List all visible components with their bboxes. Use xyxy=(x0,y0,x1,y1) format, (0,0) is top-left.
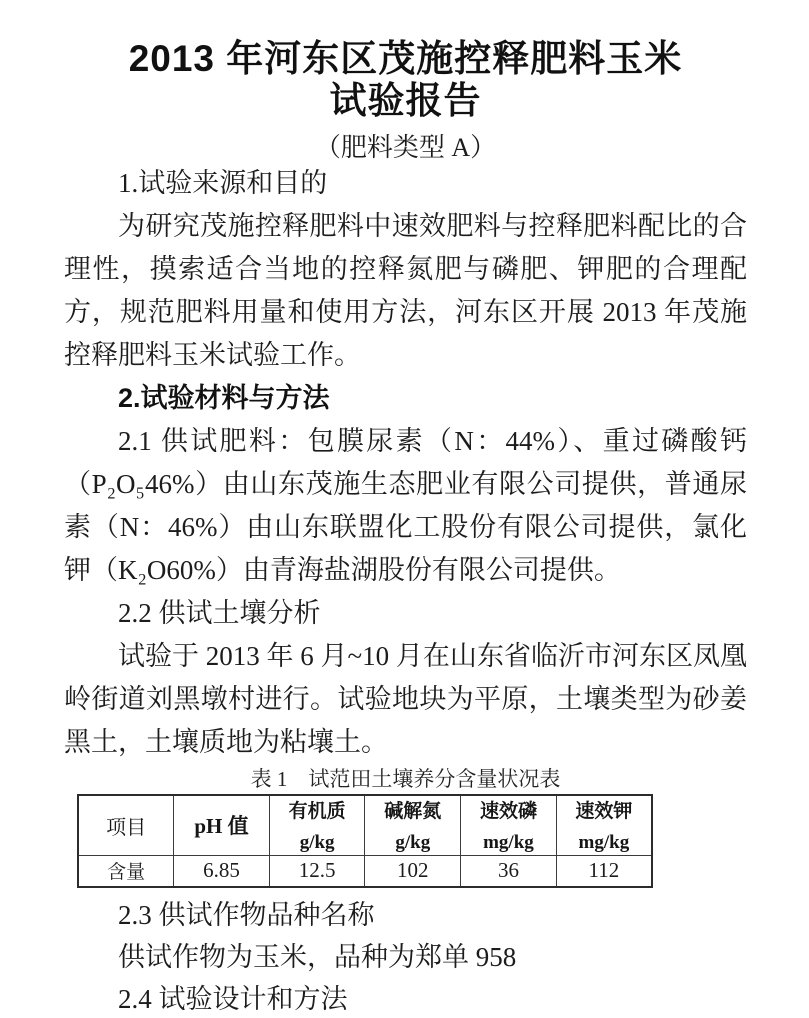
header-unit: mg/kg xyxy=(578,832,630,854)
header-label: 有机质 xyxy=(288,801,346,823)
header-unit: g/kg xyxy=(395,832,431,854)
doc-subtitle: （肥料类型 A） xyxy=(314,133,497,162)
header-label: 项目 xyxy=(106,816,147,839)
section-2-4-heading: 2.4 试验设计和方法 xyxy=(118,984,348,1014)
cell-available-phosphorus-value: 36 xyxy=(461,855,557,887)
header-cell-ph xyxy=(174,795,270,855)
header-unit: g/kg xyxy=(299,832,335,854)
header-label: 碱解氮 xyxy=(384,801,442,823)
cell-row-label: 含量 xyxy=(78,855,174,887)
header-cell-organic-matter xyxy=(269,795,365,855)
table-caption: 表 1 试范田土壤养分含量状况表 xyxy=(250,767,561,791)
table-data-row xyxy=(78,855,652,887)
section-2-3-paragraph: 供试作物为玉米，品种为郑单 958 xyxy=(118,942,517,972)
header-cell-available-potassium xyxy=(556,795,652,855)
section-1-paragraph: 为研究茂施控释肥料中速效肥料与控释肥料配比的合理性，摸索适合当地的控释氮肥与磷肥、钾肥的合理配方，规范肥料用量和使用方法，河东区开展 2013 年茂施控释肥料玉米试验工作。 xyxy=(64,211,747,370)
doc-title xyxy=(64,38,747,122)
doc-title-line-1: 2013 年河东区茂施控释肥料玉米 xyxy=(128,38,683,79)
cell-alkali-nitrogen-value: 102 xyxy=(365,855,461,887)
header-label: 速效磷 xyxy=(479,801,537,823)
soil-nutrient-table xyxy=(77,794,653,888)
section-2-heading: 2.试验材料与方法 xyxy=(118,383,330,413)
section-2-2-paragraph: 试验于 2013 年 6 月~10 月在山东省临沂市河东区凤凰岭街道刘黑墩村进行。试验地块为平原，土壤类型为砂姜黑土，土壤质地为粘壤土。 xyxy=(64,641,747,757)
header-cell-alkali-nitrogen xyxy=(365,795,461,855)
section-1-heading: 1.试验来源和目的 xyxy=(118,168,328,198)
table-header-row xyxy=(78,795,652,855)
section-2-1-paragraph: 2.1 供试肥料：包膜尿素（N：44%）、重过磷酸钙（P₂O₅46%）由山东茂施生态肥业有限公司提供，普通尿素（N：46%）由山东联盟化工股份有限公司提供，氯化钾（K₂O60%）由青海盐湖股份有限公司提供。 xyxy=(64,426,747,585)
section-2-2-heading: 2.2 供试土壤分析 xyxy=(118,598,321,628)
header-label: pH 值 xyxy=(194,814,249,839)
doc-title-line-2: 试验报告 xyxy=(329,80,482,121)
header-unit: mg/kg xyxy=(483,832,534,854)
cell-organic-matter-value: 12.5 xyxy=(269,855,365,887)
cell-ph-value: 6.85 xyxy=(174,855,270,887)
section-2-3-heading: 2.3 供试作物品种名称 xyxy=(118,900,375,930)
header-cell-available-phosphorus xyxy=(461,795,557,855)
cell-available-potassium-value: 112 xyxy=(556,855,652,887)
header-label: 速效钾 xyxy=(575,801,633,823)
header-cell-item xyxy=(78,795,174,855)
